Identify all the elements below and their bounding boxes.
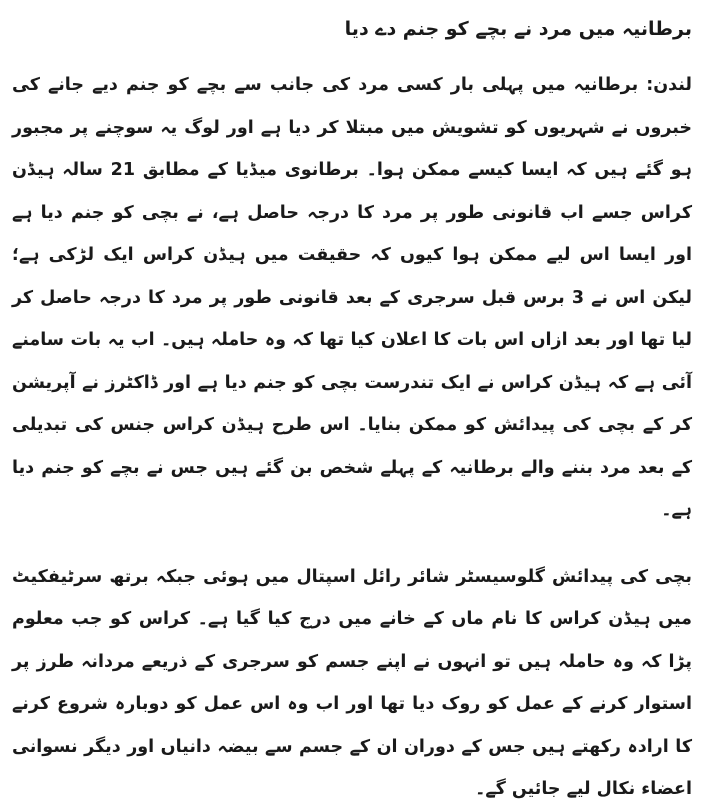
news-article	[12, 8, 692, 811]
article-paragraph-2: بچی کی پیدائش گلوسیسٹر شائر رائل اسپتال میں ہوئی جبکہ برتھ سرٹیفکیٹ میں ہیڈن کراس کا نام ماں کے خانے میں درج کیا گیا ہے۔ کراس کو جب معلوم پڑا کہ وہ حاملہ ہیں تو انہوں نے اپنے جسم کو سرجری کے ذریعے مردانہ طرز پر استوار کرنے کے عمل کو روک دیا تھا اور اب وہ اس عمل کو دوبارہ شروع کرنے کا ارادہ رکھتے ہیں جس کے دوران ان کے جسم سے بیضہ دانیاں اور دیگر نسوانی اعضاء نکال لیے جائیں گے۔	[12, 566, 692, 799]
article-paragraph-1: لندن: برطانیہ میں پہلی بار کسی مرد کی جانب سے بچے کو جنم دیے جانے کی خبروں نے شہریوں کو تشویش میں مبتلا کر دیا ہے اور لوگ یہ سوچنے پر مجبور ہو گئے ہیں کہ ایسا کیسے ممکن ہوا۔ برطانوی میڈیا کے مطابق 21 سالہ ہیڈن کراس جسے اب قانونی طور پر مرد کا درجہ حاصل ہے، نے بچی کو جنم دیا ہے اور ایسا اس لیے ممکن ہوا کیوں کہ حقیقت میں ہیڈن کراس ایک لڑکی ہے؛ لیکن اس نے 3 برس قبل سرجری کے بعد قانونی طور پر مرد کا درجہ حاصل کر لیا تھا اور بعد ازاں اس بات کا اعلان کیا تھا کہ وہ حاملہ ہیں۔ اب یہ بات سامنے آئی ہے کہ ہیڈن کراس نے ایک تندرست بچی کو جنم دیا ہے اور ڈاکٹرز نے آپریشن کر کے بچی کی پیدائش کو ممکن بنایا۔ اس طرح ہیڈن کراس جنس کی تبدیلی کے بعد مرد بننے والے برطانیہ کے پہلے شخص بن گئے ہیں جس نے بچے کو جنم دیا ہے۔	[12, 75, 693, 520]
article-headline: برطانیہ میں مرد نے بچے کو جنم دے دیا	[344, 18, 692, 40]
